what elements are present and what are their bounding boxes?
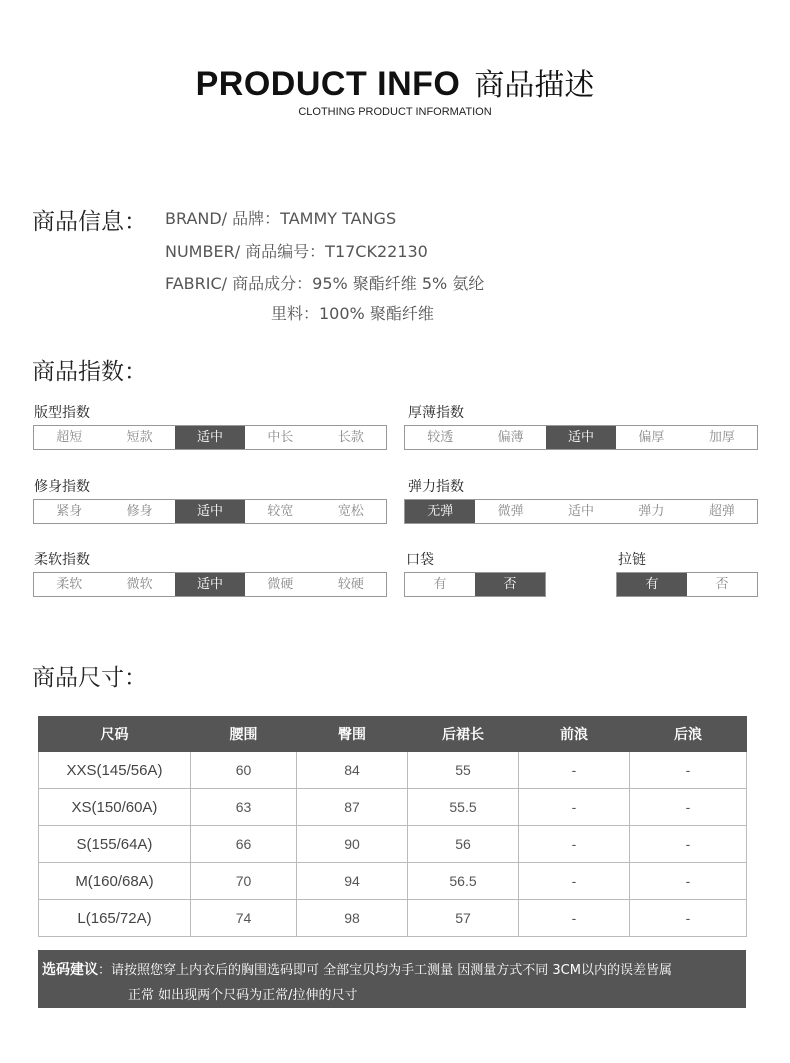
version-option: 中长: [267, 430, 294, 445]
fit-option: 宽松: [337, 504, 364, 519]
version-option: 适中: [175, 426, 245, 449]
thickness-option: 加厚: [708, 430, 735, 445]
version-index-scale: [33, 425, 387, 450]
size-cell: S(155/64A): [39, 826, 191, 863]
length-cell: 55: [408, 752, 519, 789]
soft-option: 柔软: [56, 577, 83, 592]
size-cell: M(160/68A): [39, 863, 191, 900]
length-cell: 56.5: [408, 863, 519, 900]
info-brand: BRAND/ 品牌：TAMMY TANGS: [165, 209, 397, 228]
table-row: [39, 826, 747, 863]
waist-cell: 74: [191, 900, 297, 937]
thickness-option: 较透: [427, 430, 454, 445]
size-heading: 商品尺寸：: [32, 665, 147, 691]
elastic-option: 适中: [568, 504, 595, 519]
front-rise-cell: -: [519, 826, 630, 863]
table-row: [39, 900, 747, 937]
fit-option: 修身: [126, 504, 153, 519]
waist-cell: 70: [191, 863, 297, 900]
thickness-option: 适中: [546, 426, 616, 449]
size-advice-line2: 正常 如出现两个尺码为正常/拉伸的尺寸: [128, 988, 358, 1003]
length-cell: 56: [408, 826, 519, 863]
zipper-option: 有: [617, 573, 687, 596]
back-rise-cell: -: [630, 863, 747, 900]
elastic-option: 超弹: [708, 504, 735, 519]
thickness-index-scale: [404, 425, 758, 450]
front-rise-cell: -: [519, 752, 630, 789]
waist-cell: 63: [191, 789, 297, 826]
length-cell: 57: [408, 900, 519, 937]
version-option: 长款: [337, 430, 364, 445]
col-waist: 腰围: [191, 717, 297, 752]
col-size: 尺码: [39, 717, 191, 752]
title-en: PRODUCT INFO: [195, 65, 461, 103]
front-rise-cell: -: [519, 789, 630, 826]
table-row: [39, 789, 747, 826]
size-table-header: [39, 717, 747, 752]
fit-option: 紧身: [56, 504, 83, 519]
version-index-label: 版型指数: [34, 405, 90, 421]
soft-index-label: 柔软指数: [34, 552, 90, 568]
table-row: [39, 863, 747, 900]
info-lining: 里料：100% 聚酯纤维: [271, 304, 434, 323]
thickness-option: 偏厚: [638, 430, 665, 445]
hip-cell: 98: [297, 900, 408, 937]
version-option: 超短: [56, 430, 83, 445]
info-number: NUMBER/ 商品编号：T17CK22130: [165, 242, 428, 261]
size-cell: L(165/72A): [39, 900, 191, 937]
pocket-scale: [404, 572, 546, 597]
hip-cell: 90: [297, 826, 408, 863]
col-back-rise: 后浪: [630, 717, 747, 752]
front-rise-cell: -: [519, 863, 630, 900]
fit-option: 较宽: [267, 504, 294, 519]
front-rise-cell: -: [519, 900, 630, 937]
page-title: [0, 60, 790, 104]
soft-option: 微硬: [267, 577, 294, 592]
size-table: [38, 716, 747, 937]
pocket-option: 否: [475, 573, 545, 596]
waist-cell: 66: [191, 826, 297, 863]
thickness-index-label: 厚薄指数: [408, 405, 464, 421]
soft-option: 适中: [175, 573, 245, 596]
thickness-option: 偏薄: [497, 430, 524, 445]
size-advice-text: ：请按照您穿上内衣后的胸围选码即可 全部宝贝均为手工测量 因测量方式不同 3CM以内的误差皆属: [98, 963, 672, 978]
table-row: [39, 752, 747, 789]
col-hip: 臀围: [297, 717, 408, 752]
hip-cell: 87: [297, 789, 408, 826]
size-advice-box: [38, 950, 746, 1008]
size-cell: XXS(145/56A): [39, 752, 191, 789]
elastic-option: 微弹: [497, 504, 524, 519]
elastic-option: 弹力: [638, 504, 665, 519]
size-advice-label: 选码建议: [42, 962, 98, 978]
index-heading: 商品指数：: [32, 359, 147, 385]
back-rise-cell: -: [630, 752, 747, 789]
soft-option: 较硬: [337, 577, 364, 592]
version-option: 短款: [126, 430, 153, 445]
pocket-option: 有: [433, 577, 447, 592]
hip-cell: 84: [297, 752, 408, 789]
title-cn: 商品描述: [474, 68, 595, 103]
elastic-index-label: 弹力指数: [408, 479, 464, 495]
fit-option: 适中: [175, 500, 245, 523]
zipper-label: 拉链: [618, 552, 646, 568]
col-front-rise: 前浪: [519, 717, 630, 752]
size-advice-line1: [42, 958, 736, 983]
back-rise-cell: -: [630, 900, 747, 937]
fit-index-label: 修身指数: [34, 479, 90, 495]
hip-cell: 94: [297, 863, 408, 900]
soft-option: 微软: [126, 577, 153, 592]
info-heading: 商品信息：: [32, 209, 147, 235]
elastic-option: 无弹: [405, 500, 475, 523]
back-rise-cell: -: [630, 789, 747, 826]
waist-cell: 60: [191, 752, 297, 789]
fit-index-scale: [33, 499, 387, 524]
pocket-label: 口袋: [406, 552, 434, 568]
page-subtitle: CLOTHING PRODUCT INFORMATION: [298, 106, 492, 118]
col-back-length: 后裙长: [408, 717, 519, 752]
size-cell: XS(150/60A): [39, 789, 191, 826]
soft-index-scale: [33, 572, 387, 597]
zipper-scale: [616, 572, 758, 597]
length-cell: 55.5: [408, 789, 519, 826]
back-rise-cell: -: [630, 826, 747, 863]
zipper-option: 否: [715, 577, 729, 592]
info-fabric: FABRIC/ 商品成分：95% 聚酯纤维 5% 氨纶: [165, 274, 485, 293]
elastic-index-scale: [404, 499, 758, 524]
